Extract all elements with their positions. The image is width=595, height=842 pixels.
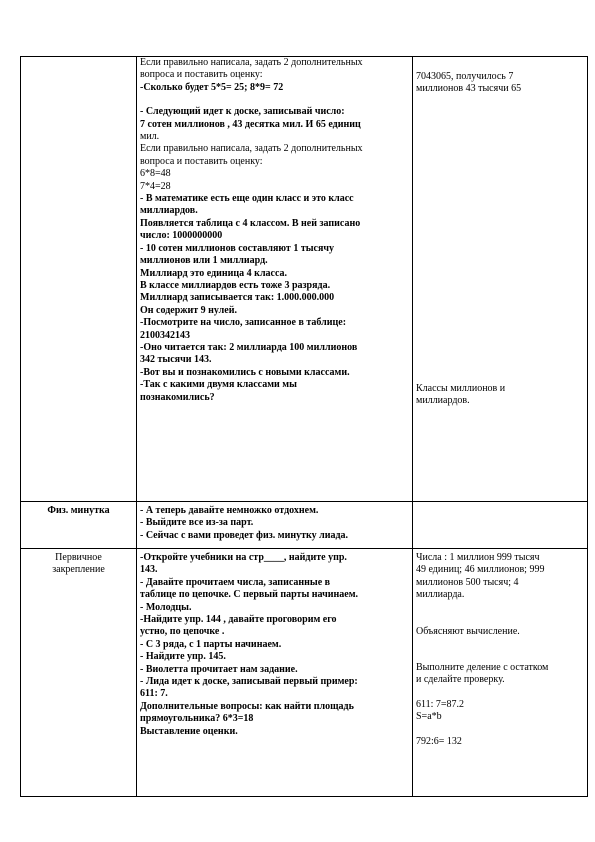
text-line: миллиардов. <box>140 205 198 217</box>
text-line: Классы миллионов и <box>416 382 506 394</box>
text-line: 2100342143 <box>140 329 190 341</box>
text-line: - Сейчас с вами проведет физ. минутку лиада. <box>140 529 349 541</box>
text-line: -Найдите упр. 144 , давайте проговорим его <box>140 614 337 626</box>
text-line: Выполните деление с остатком <box>416 662 549 674</box>
text-line: - В математике есть еще один класс и это класс <box>140 193 354 205</box>
spacer <box>416 614 584 626</box>
table-row <box>21 502 588 549</box>
text-line: Миллиард это единица 4 класса. <box>140 267 288 279</box>
text-line: 7*4=28 <box>140 180 171 192</box>
text-line: -Оно читается так: 2 миллиарда 100 миллионов <box>140 341 358 353</box>
spacer <box>416 602 584 614</box>
text-line: - Виолетта прочитает нам задание. <box>140 663 298 675</box>
teacher-activity-cell <box>137 502 413 549</box>
text-line: S=a*b <box>416 711 442 723</box>
text-line: познакомились? <box>140 391 215 403</box>
text-line: - С 3 ряда, с 1 парты начинаем. <box>140 638 282 650</box>
text-line: -Откройте учебники на стр____, найдите упр. <box>140 552 347 563</box>
stage-cell <box>21 57 137 502</box>
text-line: таблице по цепочке. С первый парты начинаем. <box>140 589 359 601</box>
text-line: устно, по цепочке . <box>140 626 225 638</box>
text-line: 7043065, получилось 7 <box>416 71 514 82</box>
student-activity-cell <box>413 502 588 549</box>
stage-cell <box>21 549 137 797</box>
text-line: -Посмотрите на число, записанное в таблице: <box>140 317 347 329</box>
text-line: мил. <box>140 131 160 143</box>
text-line: - Давайте прочитаем числа, записанные в <box>140 576 331 588</box>
text-line: миллионов 500 тысяч; 4 <box>416 576 519 588</box>
text-line: Миллиард записывается так: 1.000.000.000 <box>140 292 335 304</box>
text-line: Появляется таблица с 4 классом. В ней записано <box>140 217 361 229</box>
text-line: Он содержит 9 нулей. <box>140 304 237 316</box>
text-line: - А теперь давайте немножко отдохнем. <box>140 505 319 516</box>
spacer <box>416 687 584 699</box>
text-line: - Следующий идет к доске, записывай число: <box>140 106 345 118</box>
text-line: Объясняют вычисление. <box>416 625 520 637</box>
text-line: Дополнительные вопросы: как найти площадь <box>140 700 354 712</box>
text-line: миллиардов. <box>416 395 470 407</box>
text-line: 6*8=48 <box>140 168 171 180</box>
lesson-plan-table <box>20 56 588 797</box>
text-line: вопроса и поставить оценку: <box>140 69 263 81</box>
text-line: 611: 7. <box>140 688 168 700</box>
text-line: миллиарда. <box>416 589 465 601</box>
spacer <box>140 94 409 106</box>
text-line: миллионов или 1 миллиард. <box>140 255 268 267</box>
text-line: 49 единиц; 46 миллионов; 999 <box>416 564 545 576</box>
text-line: миллионов 43 тысячи 65 <box>416 83 522 95</box>
text-line: число: 1000000000 <box>140 230 223 242</box>
spacer <box>416 638 584 650</box>
text-line: - Найдите упр. 145. <box>140 651 226 663</box>
stage-label: Первичное <box>55 552 102 563</box>
text-line: 342 тысячи 143. <box>140 354 212 366</box>
text-line: 611: 7=87.2 <box>416 698 465 710</box>
table-row <box>21 549 588 797</box>
teacher-activity-cell <box>137 57 413 502</box>
text-line: - Лида идет к доске, записывай первый пример: <box>140 676 358 688</box>
text-line: Числа : 1 миллион 999 тысяч <box>416 552 540 563</box>
text-line: Если правильно написала, задать 2 дополнительных <box>140 143 363 155</box>
text-line: В классе миллиардов есть тоже 3 разряда. <box>140 279 331 291</box>
text-line: 7 сотен миллионов , 43 десятка мил. И 65 единиц <box>140 118 361 130</box>
stage-cell: Физ. минутка <box>21 502 137 549</box>
text-line: -Так с какими двумя классами мы <box>140 379 297 391</box>
student-activity-cell <box>413 549 588 797</box>
table-row <box>21 57 588 502</box>
text-line: 792:6= 132 <box>416 735 462 747</box>
text-line: - 10 сотен миллионов составляют 1 тысячу <box>140 242 335 254</box>
text-line: -Сколько будет 5*5= 25; 8*9= 72 <box>140 81 284 93</box>
text-line: Выставление оценки. <box>140 725 238 737</box>
spacer <box>416 724 584 736</box>
text-line: - Молодцы. <box>140 601 192 613</box>
spacer <box>416 650 584 662</box>
teacher-activity-cell <box>137 549 413 797</box>
text-line: и сделайте проверку. <box>416 674 505 686</box>
text-line: - Выйдите все из-за парт. <box>140 517 254 529</box>
stage-label: закрепление <box>52 564 105 576</box>
student-activity-cell <box>413 57 588 502</box>
text-line: 143. <box>140 564 158 576</box>
text-line: прямоугольника? 6*3=18 <box>140 713 254 725</box>
text-line: вопроса и поставить оценку: <box>140 155 263 167</box>
text-line: Если правильно написала, задать 2 дополнительных <box>140 57 363 68</box>
text-line: -Вот вы и познакомились с новыми классами. <box>140 366 350 378</box>
